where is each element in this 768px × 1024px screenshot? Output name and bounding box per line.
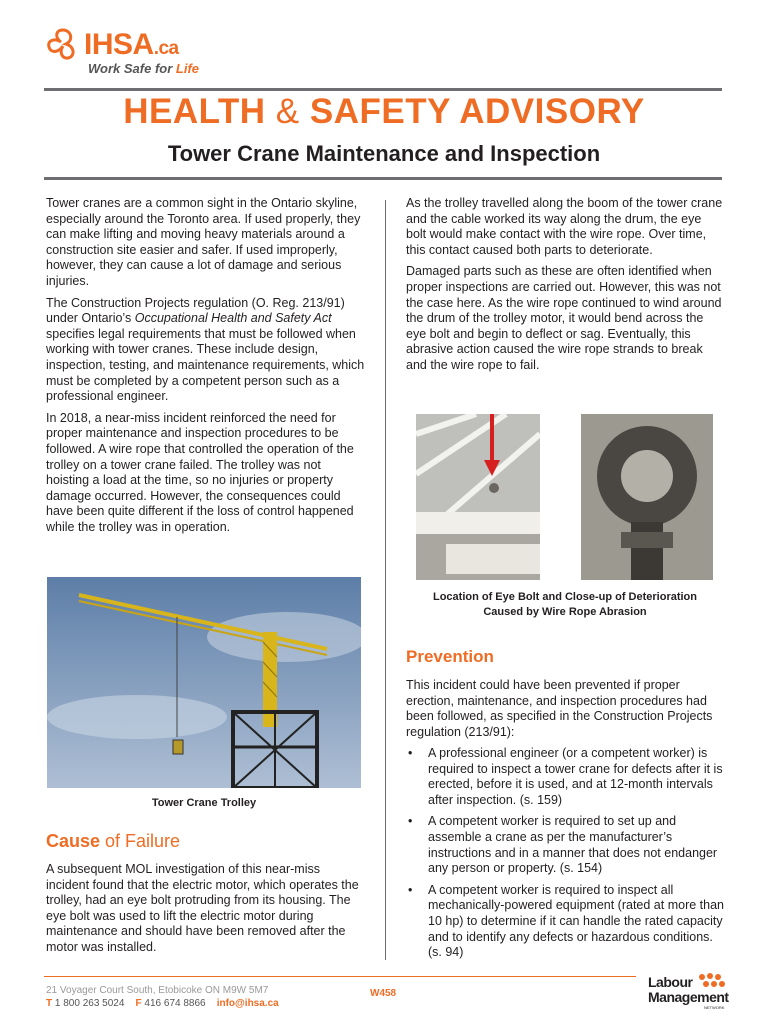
crane-photo-caption: Tower Crane Trolley bbox=[151, 797, 257, 809]
email-link[interactable]: info@ihsa.ca bbox=[216, 998, 279, 1009]
footer-rule bbox=[44, 976, 636, 977]
document-code: W458 bbox=[370, 988, 397, 999]
left-column bbox=[46, 196, 366, 541]
incident-paragraph: In 2018, a near-miss incident reinforced the need for proper maintenance and inspection procedures to be followed. A wire rope that controlled the operation of the trolley on a tower crane failed. The trolley was not hoisting a load at the time, so no injuries or property damage occurred. However, the consequences could have been quite different if the loss of control happened while the trolley was in operation. bbox=[46, 410, 354, 534]
column-divider bbox=[385, 200, 386, 960]
intro-paragraph: Tower cranes are a common sight in the Ontario skyline, especially around the Toronto area. If used properly, they can make lifting and moving heavy materials around a construction site easier and safer. If used improperly, however, they can cause a lot of damage and serious injuries. bbox=[46, 196, 361, 288]
list-item: • A competent worker is required to set up and assemble a crane as per the manufacturer’s instructions and in a manner that does not endanger any person or property. (s. 154) bbox=[408, 814, 718, 876]
header-rule-top bbox=[44, 88, 722, 91]
footer-address: 21 Voyager Court South, Etobicoke ON M9W 5M7 bbox=[46, 985, 269, 996]
tower-crane-photo bbox=[47, 577, 361, 788]
ihsa-logo[interactable] bbox=[44, 24, 244, 84]
eye-bolt-location-photo bbox=[416, 414, 540, 580]
phone-number[interactable]: 1 800 263 5024 bbox=[52, 998, 125, 1009]
page-subtitle: Tower Crane Maintenance and Inspection bbox=[167, 141, 601, 166]
lm-dots-icon bbox=[696, 972, 726, 990]
prevention-heading: Prevention bbox=[406, 647, 494, 666]
header-rule-bottom bbox=[44, 177, 722, 180]
eye-bolt-closeup-photo bbox=[581, 414, 713, 580]
trolley-paragraph: As the trolley travelled along the boom of the tower crane and the cable worked its way along the drum, the eye bolt would make contact with the wire rope. Over time, this contact caused both parts to deteriorate. bbox=[406, 196, 723, 257]
regulation-paragraph: The Construction Projects regulation (O. Reg. 213/91) under Ontario’s Occupational Health and Safety Act specifies legal requirements that must be followed when working with tower cranes. These include design, inspection, testing, and maintenance requirements, which must be completed by a competent person such as a professional engineer. bbox=[46, 295, 365, 404]
list-item: • A competent worker is required to inspect all mechanically-powered equipment (rated at more than 10 hp) to determine if it can handle the rated capacity and to identify any defects or hazardous conditions. (s. 94) bbox=[408, 882, 724, 960]
list-item: • A professional engineer (or a competent worker) is required to inspect a tower crane for defects after it is erected, before it is used, and at 12-month intervals after inspection. (s. 159) bbox=[408, 746, 723, 807]
labour-management-logo[interactable]: Labour Management NETWORK bbox=[648, 974, 729, 1010]
logo-tagline: Work Safe for Life bbox=[88, 61, 200, 76]
right-column bbox=[406, 196, 724, 380]
fax-number: 416 674 8866 bbox=[141, 998, 206, 1009]
page-title: HEALTH & SAFETY ADVISORY bbox=[123, 92, 645, 131]
logo-wordmark: IHSA.ca bbox=[84, 28, 179, 61]
damage-paragraph: Damaged parts such as these are often identified when proper inspections are carried out. However, this was not the case here. As the wire rope continued to wind around the drum of the trolley motor, it would bend across the eye bolt and begin to deflect or sag. Eventually, this abrasive action caused the wire rope strands to break and the wire rope to fail. bbox=[406, 264, 722, 372]
prevention-list bbox=[406, 746, 724, 967]
footer-contact: T 1 800 263 5024 F 416 674 8866 info@ihsa.ca bbox=[46, 998, 279, 1009]
trillium-logo-icon bbox=[44, 26, 82, 62]
eye-bolt-photo-caption: Location of Eye Bolt and Close-up of Deterioration Caused by Wire Rope Abrasion bbox=[432, 591, 697, 618]
cause-paragraph: A subsequent MOL investigation of this near-miss incident found that the electric motor, which operates the trolley, had an eye bolt protruding from its housing. The eye bolt was used to lift the electric motor during maintenance and should have been removed after the motor was installed. bbox=[46, 862, 359, 954]
cause-of-failure-heading: Cause of Failure bbox=[46, 831, 181, 851]
prevention-paragraph: This incident could have been prevented if proper erection, maintenance, and inspection procedures had been followed, as specified in the Construction Projects regulation (213/91): bbox=[406, 678, 713, 739]
